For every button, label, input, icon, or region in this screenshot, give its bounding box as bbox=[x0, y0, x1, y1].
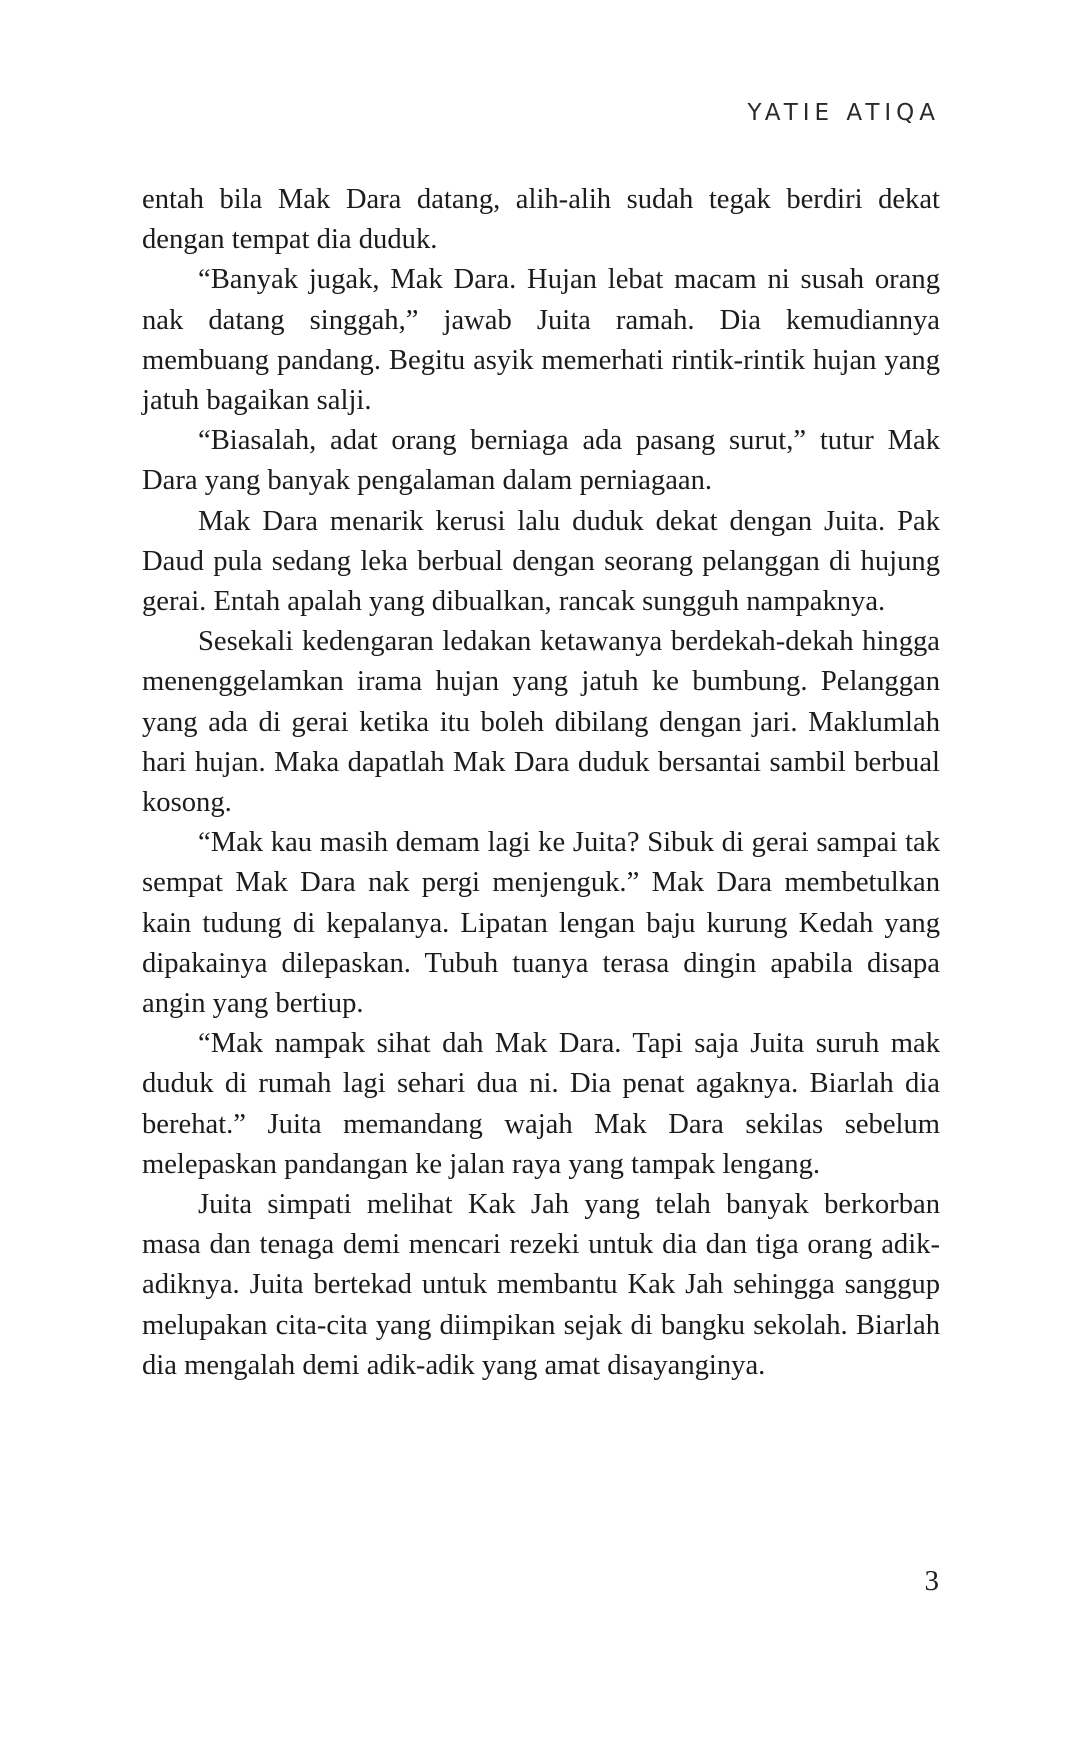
running-head-author: YATIE ATIQA bbox=[747, 100, 940, 126]
paragraph: “Biasalah, adat orang berniaga ada pasang surut,” tutur Mak Dara yang banyak pengalaman dalam perniagaan. bbox=[142, 425, 940, 497]
page-number: 3 bbox=[924, 1565, 939, 1597]
paragraph: Sesekali kedengaran ledakan ketawanya berdekah-dekah hingga menenggelamkan irama hujan yang jatuh ke bumbung. Pelanggan yang ada di gerai ketika itu boleh dibilang dengan jari. Maklumlah hari hujan. Maka dapatlah Mak Dara duduk bersantai sambil berbual kosong. bbox=[142, 626, 940, 819]
paragraph: “Banyak jugak, Mak Dara. Hujan lebat macam ni susah orang nak datang singgah,” jawab Juita ramah. Dia kemudiannya membuang pandang. Begitu asyik memerhati rintik-rintik hujan yang jatuh bagaikan salji. bbox=[142, 264, 940, 417]
paragraph: “Mak nampak sihat dah Mak Dara. Tapi saja Juita suruh mak duduk di rumah lagi sehari dua ni. Dia penat agaknya. Biarlah dia berehat.” Juita memandang wajah Mak Dara sekilas sebelum melepaskan pandangan ke jalan raya yang tampak lengang. bbox=[142, 1028, 940, 1180]
paragraph: Mak Dara menarik kerusi lalu duduk dekat dengan Juita. Pak Daud pula sedang leka berbual dengan seorang pelanggan di hujung gerai. Entah apalah yang dibualkan, rancak sungguh nampaknya. bbox=[142, 505, 940, 618]
paragraph: Juita simpati melihat Kak Jah yang telah banyak berkorban masa dan tenaga demi mencari rezeki untuk dia dan tiga orang adik-adiknya. Juita bertekad untuk membantu Kak Jah sehingga sanggup melupakan cita-cita yang diimpikan sejak di bangku sekolah. Biarlah dia mengalah demi adik-adik yang amat disayanginya. bbox=[142, 1189, 940, 1381]
paragraph: “Mak kau masih demam lagi ke Juita? Sibuk di gerai sampai tak sempat Mak Dara nak pergi menjenguk.” Mak Dara membetulkan kain tudung di kepalanya. Lipatan lengan baju kurung Kedah yang dipakainya dilepaskan. Tubuh tuanya terasa dingin apabila disapa angin yang bertiup. bbox=[142, 827, 940, 1020]
body-text bbox=[142, 180, 940, 1386]
paragraph: entah bila Mak Dara datang, alih-alih sudah tegak berdiri dekat dengan tempat dia duduk. bbox=[142, 184, 940, 256]
